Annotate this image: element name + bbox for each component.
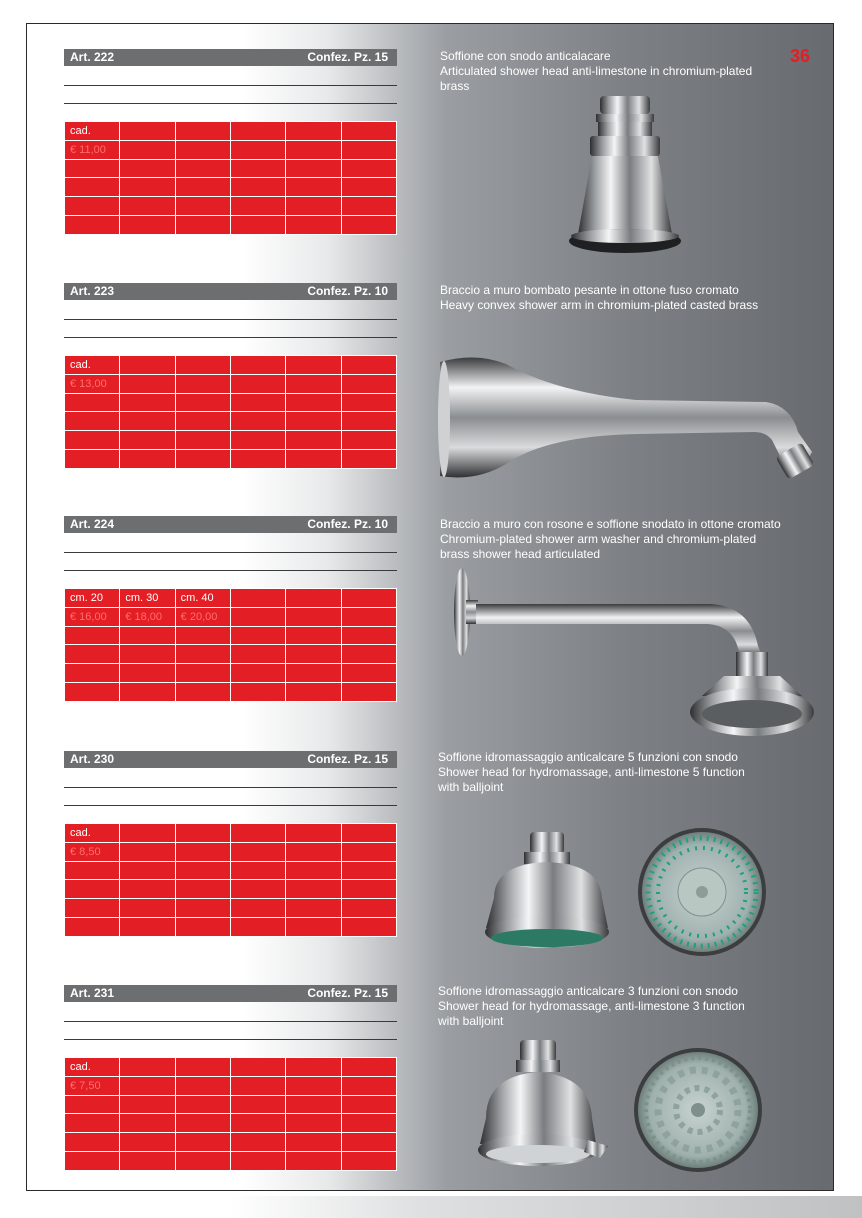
price-table (64, 1057, 397, 1171)
divider-line (64, 1039, 397, 1040)
divider-line (64, 337, 397, 338)
shower-arm-with-head-image (440, 566, 816, 742)
price-table (64, 121, 397, 235)
divider-line (64, 570, 397, 571)
package-quantity: Confez. Pz. 15 (307, 50, 388, 64)
price-value: € 18,00 (120, 607, 175, 626)
product-description: Soffione con snodo anticalacare Articulated shower head anti-limestone in chromium-plated brass (440, 49, 753, 93)
page-number: 36 (790, 46, 811, 66)
article-code: Art. 222 (70, 50, 115, 64)
shower-arm-image (436, 352, 820, 488)
unit-label: cm. 20 (65, 589, 120, 608)
price-table (64, 588, 397, 702)
article-header (64, 985, 397, 1002)
divider-line (64, 1021, 397, 1022)
hydromassage-shower-head-side-image (474, 828, 624, 956)
three-function-shower-head-side-image (468, 1036, 618, 1172)
package-quantity: Confez. Pz. 15 (307, 752, 388, 766)
article-header (64, 516, 397, 533)
unit-label: cad. (65, 1058, 120, 1077)
product-description: Soffione idromassaggio anticalcare 3 funzioni con snodo Shower head for hydromassage, anti-limestone 3 function with balljoint (438, 984, 745, 1028)
article-header (64, 751, 397, 768)
price-table (64, 823, 397, 937)
product-description: Braccio a muro bombato pesante in ottone fuso cromato Heavy convex shower arm in chromium-plated casted brass (440, 283, 759, 312)
article-code: Art. 231 (70, 986, 115, 1000)
package-quantity: Confez. Pz. 10 (307, 517, 388, 531)
hydromassage-shower-head-front-image (636, 826, 768, 958)
unit-label: cad. (65, 122, 120, 141)
three-function-shower-head-front-image (632, 1046, 764, 1174)
unit-label: cad. (65, 356, 120, 375)
product-description: Soffione idromassaggio anticalcare 5 funzioni con snodo Shower head for hydromassage, anti-limestone 5 function with balljoint (438, 750, 745, 794)
article-code: Art. 223 (70, 284, 115, 298)
article-header (64, 49, 397, 66)
package-quantity: Confez. Pz. 15 (307, 986, 388, 1000)
unit-label: cm. 30 (120, 589, 175, 608)
price-value: € 20,00 (175, 607, 230, 626)
price-table (64, 355, 397, 469)
article-code: Art. 224 (70, 517, 115, 531)
bottom-gradient-strip (0, 1196, 862, 1218)
price-value: € 13,00 (65, 374, 120, 393)
divider-line (64, 552, 397, 553)
shower-head-image (560, 94, 690, 259)
divider-line (64, 805, 397, 806)
article-code: Art. 230 (70, 752, 115, 766)
package-quantity: Confez. Pz. 10 (307, 284, 388, 298)
price-value: € 8,50 (65, 842, 120, 861)
divider-line (64, 103, 397, 104)
product-description: Braccio a muro con rosone e soffione snodato in ottone cromato Chromium-plated shower arm washer and chromium-plated brass shower head articulated (440, 517, 781, 561)
price-value: € 7,50 (65, 1076, 120, 1095)
article-header (64, 283, 397, 300)
price-value: € 11,00 (65, 140, 120, 159)
unit-label: cm. 40 (175, 589, 230, 608)
unit-label: cad. (65, 824, 120, 843)
divider-line (64, 85, 397, 86)
price-value: € 16,00 (65, 607, 120, 626)
divider-line (64, 787, 397, 788)
divider-line (64, 319, 397, 320)
